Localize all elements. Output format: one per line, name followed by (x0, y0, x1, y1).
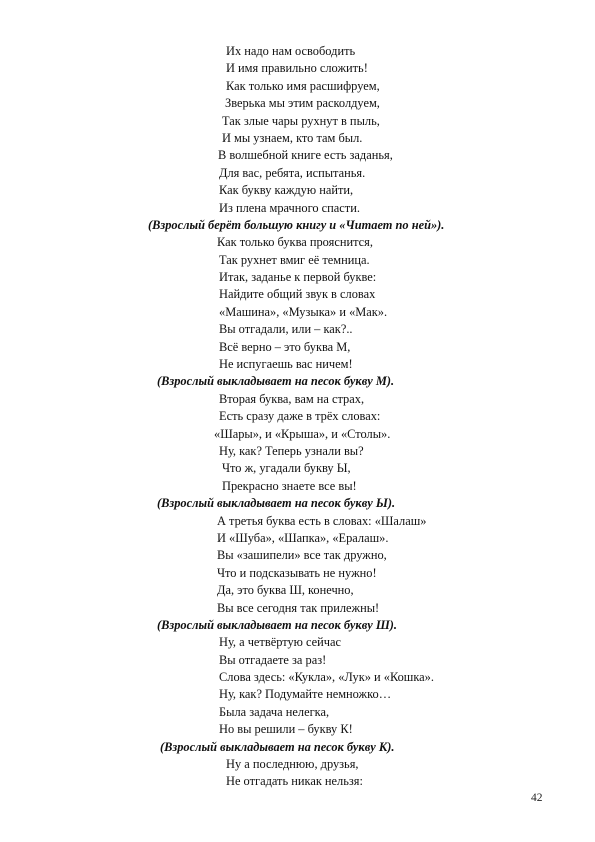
poem-line: В волшебной книге есть заданья, (218, 148, 393, 163)
page-number: 42 (531, 792, 543, 804)
poem-line: Как только имя расшифруем, (226, 78, 380, 93)
poem-line: Ну а последнюю, друзья, (226, 757, 359, 772)
stage-direction: (Взрослый выкладывает на песок букву К). (160, 739, 395, 754)
poem-line: И мы узнаем, кто там был. (222, 130, 363, 145)
poem-line: Как букву каждую найти, (219, 183, 354, 198)
stage-direction: (Взрослый выкладывает на песок букву М). (157, 374, 395, 389)
poem-line: Вы «зашипели» все так дружно, (217, 548, 387, 563)
poem-line: Но вы решили – букву К! (219, 722, 353, 737)
poem-line: Была задача нелегка, (219, 704, 330, 719)
stage-direction: (Взрослый выкладывает на песок букву Ш). (157, 617, 398, 632)
poem-line: Ну, как? Теперь узнали вы? (219, 443, 364, 458)
poem-line: Ну, как? Подумайте немножко… (219, 687, 392, 702)
poem-line: Итак, заданье к первой букве: (219, 270, 377, 285)
poem-line: А третья буква есть в словах: «Шалаш» (217, 513, 427, 528)
poem-line: Как только буква прояснится, (217, 235, 373, 250)
poem-line: Да, это буква Ш, конечно, (217, 583, 354, 598)
poem-line: Прекрасно знаете все вы! (222, 478, 357, 493)
poem-line: Не испугаешь вас ничем! (219, 357, 353, 372)
poem-line: Не отгадать никак нельзя: (226, 774, 363, 789)
poem-line: Вы все сегодня так прилежны! (217, 600, 380, 615)
stage-direction: (Взрослый выкладывает на песок букву Ы). (157, 496, 396, 511)
poem-line: Что ж, угадали букву Ы, (222, 461, 351, 476)
stage-direction: (Взрослый берёт большую книгу и «Читает по ней»). (148, 217, 445, 232)
poem-line: Что и подсказывать не нужно! (217, 565, 377, 580)
poem-line: И «Шуба», «Шапка», «Ералаш». (217, 530, 389, 545)
poem-line: Так рухнет вмиг её темница. (219, 252, 370, 267)
poem-line: «Шары», и «Крыша», и «Столы». (214, 426, 391, 441)
poem-line: Так злые чары рухнут в пыль, (222, 113, 380, 128)
poem-line: Из плена мрачного спасти. (219, 200, 360, 215)
poem-line: Всё верно – это буква М, (219, 339, 351, 354)
poem-text (0, 43, 595, 791)
poem-line: Вторая буква, вам на страх, (219, 391, 365, 406)
poem-line: Слова здесь: «Кукла», «Лук» и «Кошка». (219, 670, 434, 685)
poem-line: И имя правильно сложить! (226, 61, 368, 76)
poem-line: Есть сразу даже в трёх словах: (219, 409, 381, 424)
poem-line: Вы отгадаете за раз! (219, 652, 327, 667)
poem-line: Ну, а четвёртую сейчас (219, 635, 342, 650)
poem-line: «Машина», «Музыка» и «Мак». (219, 304, 388, 319)
poem-line: Вы отгадали, или – как?.. (219, 322, 353, 337)
poem-line: Зверька мы этим расколдуем, (225, 96, 380, 111)
poem-line: Их надо нам освободить (226, 44, 356, 58)
poem-line: Найдите общий звук в словах (219, 287, 376, 302)
poem-line: Для вас, ребята, испытанья. (219, 165, 366, 180)
